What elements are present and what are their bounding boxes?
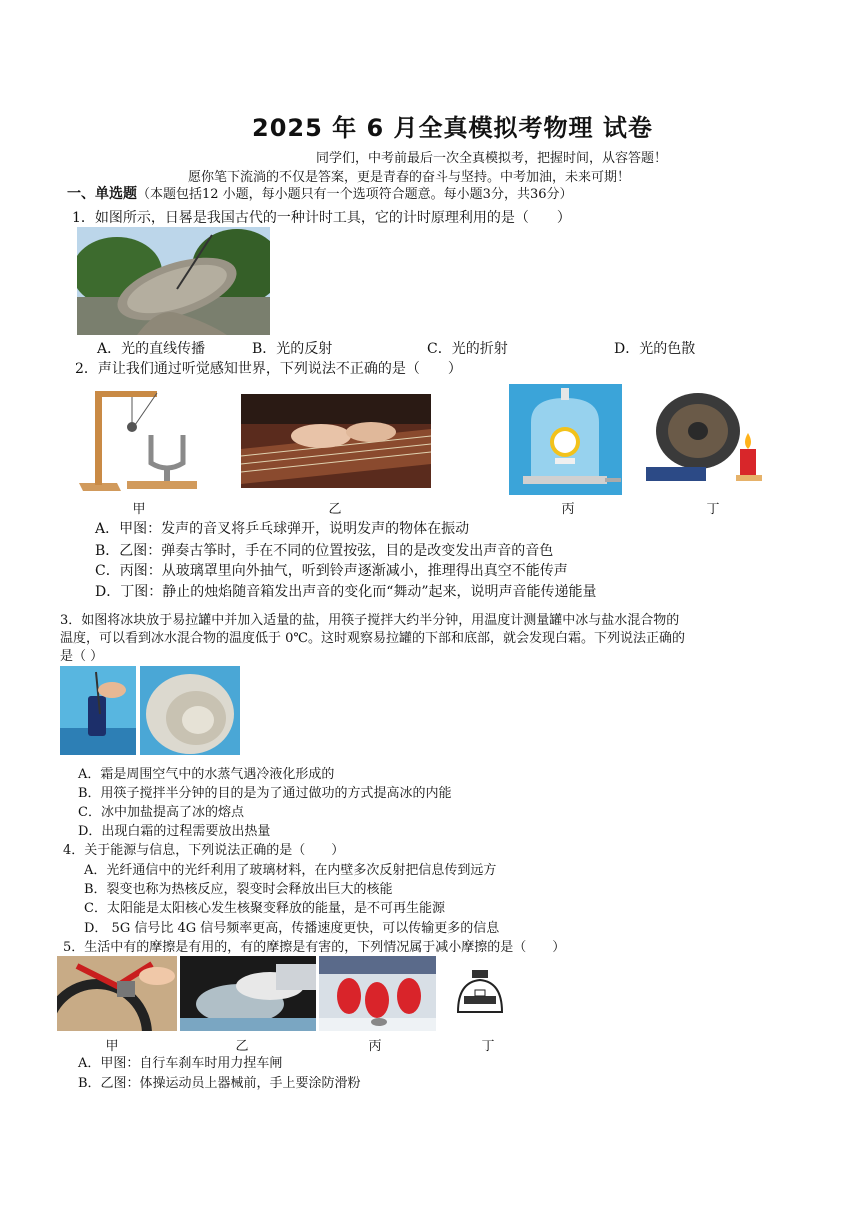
q3-option-a: A．霜是周围空气中的水蒸气遇冷液化形成的 (78, 767, 335, 782)
q3-stem-line-1: 3．如图将冰块放于易拉罐中并加入适量的盐，用筷子搅拌大约半分钟，用温度计测量罐中冰与盐水混合物的 (60, 613, 680, 628)
gymnast-chalk-image (180, 956, 316, 1031)
bell-jar-image (509, 384, 622, 495)
q3-stem-line-2: 温度，可以看到冰水混合物的温度低于 0℃。这时观察易拉罐的下部和底部，就会发现白霜。下列说法正确的 (60, 631, 685, 646)
q5-stem: 5．生活中有的摩擦是有用的，有的摩擦是有害的，下列情况属于减小摩擦的是（ ） (63, 940, 566, 955)
q4-option-c: C．太阳能是太阳核心发生核聚变释放的能量，是不可再生能源 (84, 901, 445, 916)
q4-option-d: D． 5G 信号比 4G 信号频率更高，传播速度更快，可以传输更多的信息 (84, 921, 500, 936)
greeting-line-2: 愿你笔下流淌的不仅是答案，更是青春的奋斗与坚持。中考加油，未来可期！ (188, 170, 631, 185)
curling-image (319, 956, 436, 1031)
bike-brake-image (57, 956, 177, 1031)
speaker-candle-image (640, 389, 766, 487)
bottle-cap-image (450, 968, 510, 1020)
q2-label-bing: 丙 (561, 502, 575, 517)
q2-stem: 2．声让我们通过听觉感知世界，下列说法不正确的是（ ） (75, 361, 462, 377)
q2-label-ding: 丁 (706, 502, 720, 517)
q5-label-yi: 乙 (235, 1039, 249, 1054)
q2-option-c: C．丙图：从玻璃罩里向外抽气，听到铃声逐渐减小，推理得出真空不能传声 (95, 563, 568, 579)
section-note: （本题包括12 小题，每小题只有一个选项符合题意。每小题3分，共36分） (137, 187, 573, 202)
greeting-line-1: 同学们，中考前最后一次全真模拟考，把握时间，从容答题！ (316, 151, 668, 166)
q3-option-c: C．冰中加盐提高了冰的熔点 (78, 805, 244, 820)
can-bottom-frost-image (140, 666, 240, 755)
q2-option-d: D．丁图：静止的烛焰随音箱发出声音的变化而“舞动”起来，说明声音能传递能量 (95, 584, 597, 600)
q3-option-d: D．出现白霜的过程需要放出热量 (78, 824, 271, 839)
section-heading-row (67, 183, 573, 203)
page-title: 2025 年 6 月全真模拟考物理 试卷 (252, 114, 653, 142)
q2-option-b: B．乙图：弹奏古筝时，手在不同的位置按弦，目的是改变发出声音的音色 (95, 543, 554, 559)
q5-label-jia: 甲 (105, 1039, 119, 1054)
q5-option-a: A．甲图：自行车刹车时用力捏车闸 (78, 1056, 283, 1071)
q1-option-a: A．光的直线传播 (97, 341, 206, 357)
q2-label-jia: 甲 (132, 502, 146, 517)
tuning-fork-image (77, 383, 199, 493)
q2-option-a: A．甲图：发声的音叉将乒乓球弹开，说明发声的物体在振动 (95, 521, 470, 537)
q3-stem-line-3: 是（ ） (60, 649, 104, 664)
q4-option-b: B．裂变也称为热核反应，裂变时会释放出巨大的核能 (84, 882, 393, 897)
section-heading: 一、单选题 (67, 186, 137, 202)
q5-label-ding: 丁 (481, 1039, 495, 1054)
q1-option-c: C．光的折射 (427, 341, 508, 357)
q5-label-bing: 丙 (368, 1039, 382, 1054)
q1-stem: 1．如图所示，日晷是我国古代的一种计时工具，它的计时原理利用的是（ ） (72, 210, 571, 226)
q2-label-yi: 乙 (328, 502, 342, 517)
guzheng-image (241, 394, 431, 488)
q3-option-b: B．用筷子搅拌半分钟的目的是为了通过做功的方式提高冰的内能 (78, 786, 452, 801)
q1-option-d: D．光的色散 (614, 341, 696, 357)
q1-option-b: B．光的反射 (252, 341, 333, 357)
sundial-image (77, 227, 270, 335)
q4-stem: 4．关于能源与信息，下列说法正确的是（ ） (63, 843, 345, 858)
q5-option-b: B．乙图：体操运动员上器械前，手上要涂防滑粉 (78, 1076, 361, 1091)
q4-option-a: A．光纤通信中的光纤利用了玻璃材料，在内壁多次反射把信息传到远方 (84, 863, 497, 878)
ice-can-stirring-image (60, 666, 136, 755)
